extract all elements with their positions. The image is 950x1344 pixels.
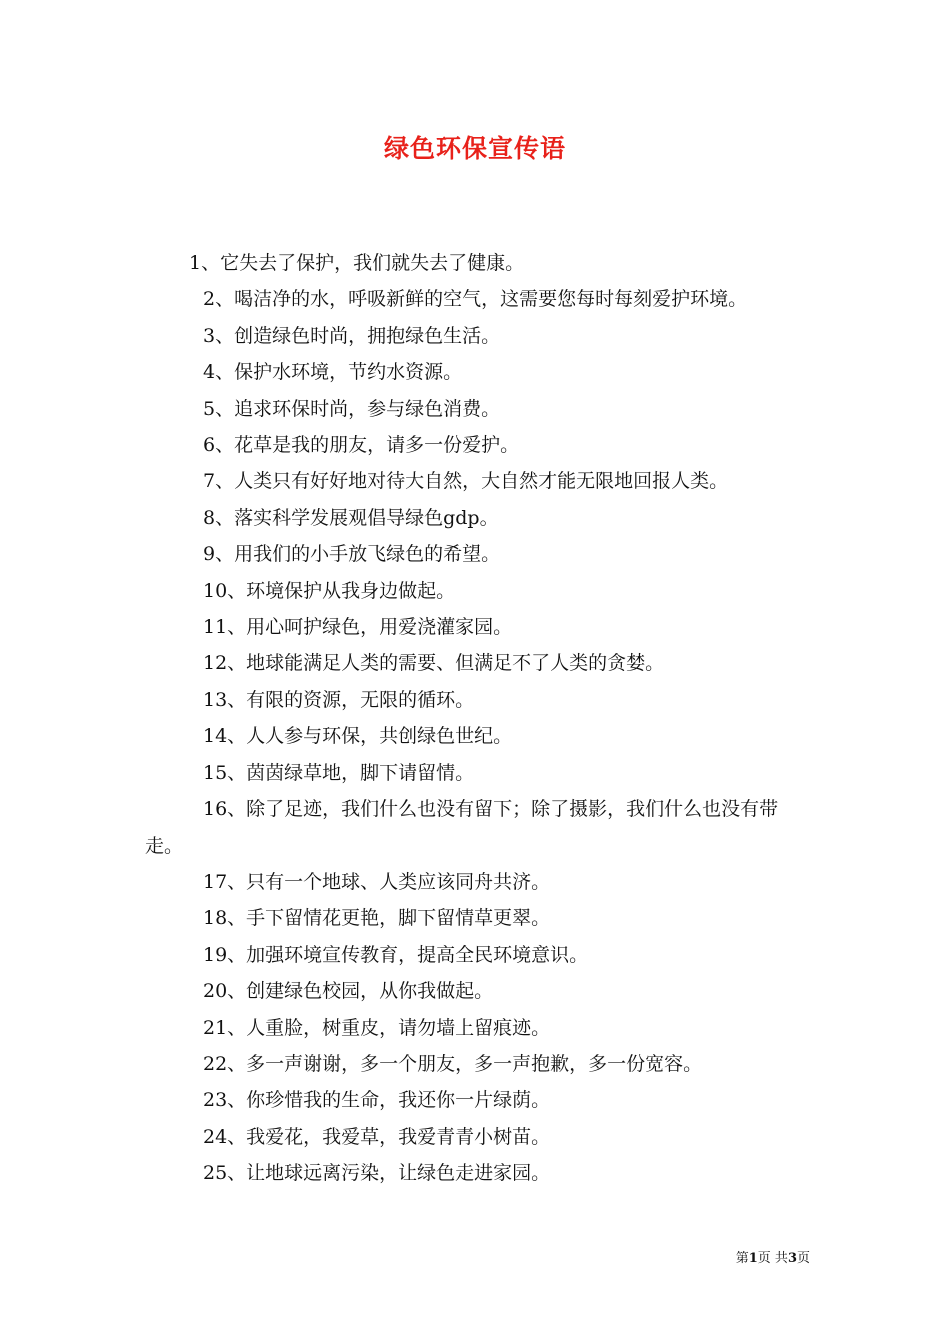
- list-item: 16、除了足迹，我们什么也没有留下；除了摄影，我们什么也没有带走。: [145, 798, 779, 857]
- slogan-list: [145, 245, 810, 1192]
- list-item: 15、茵茵绿草地，脚下请留情。: [203, 761, 475, 784]
- list-item: 18、手下留情花更艳，脚下留情草更翠。: [203, 907, 551, 930]
- list-item: 14、人人参与环保，共创绿色世纪。: [203, 725, 513, 748]
- page-number-footer: [0, 1250, 810, 1268]
- list-item: 17、只有一个地球、人类应该同舟共济。: [203, 870, 551, 893]
- list-item: 1、它失去了保护，我们就失去了健康。: [189, 252, 525, 274]
- footer-total-pages: 3: [787, 1251, 797, 1266]
- document-title: 绿色环保宣传语: [383, 134, 566, 163]
- list-item: 21、人重脸，树重皮，请勿墙上留痕迹。: [203, 1016, 551, 1039]
- list-item: 22、多一声谢谢，多一个朋友，多一声抱歉，多一份宽容。: [203, 1052, 703, 1075]
- footer-page-number: 1: [748, 1251, 758, 1266]
- footer-prefix: 第: [735, 1251, 749, 1266]
- list-item: 20、创建绿色校园，从你我做起。: [203, 980, 494, 1003]
- list-item: 2、喝洁净的水，呼吸新鲜的空气，这需要您每时每刻爱护环境。: [203, 288, 748, 311]
- list-item: 3、创造绿色时尚，拥抱绿色生活。: [203, 324, 501, 347]
- list-item: 24、我爱花，我爱草，我爱青青小树苗。: [203, 1125, 551, 1148]
- list-item: 12、地球能满足人类的需要、但满足不了人类的贪婪。: [203, 652, 665, 675]
- list-item: 6、花草是我的朋友，请多一份爱护。: [203, 434, 520, 457]
- list-item: 13、有限的资源，无限的循环。: [203, 688, 475, 711]
- list-item: 4、保护水环境，节约水资源。: [203, 361, 463, 384]
- list-item: 23、你珍惜我的生命，我还你一片绿荫。: [203, 1089, 551, 1112]
- list-item: 10、环境保护从我身边做起。: [203, 579, 456, 602]
- list-item: 25、让地球远离污染，让绿色走进家园。: [203, 1162, 551, 1185]
- list-item: 19、加强环境宣传教育，提高全民环境意识。: [203, 943, 589, 966]
- footer-suffix: 页: [796, 1251, 810, 1266]
- list-item: 8、落实科学发展观倡导绿色gdp。: [203, 506, 499, 529]
- list-item: 5、追求环保时尚，参与绿色消费。: [203, 397, 501, 420]
- footer-middle: 页 共: [757, 1251, 788, 1266]
- list-item: 7、人类只有好好地对待大自然，大自然才能无限地回报人类。: [203, 470, 729, 493]
- list-item: 9、用我们的小手放飞绿色的希望。: [203, 543, 501, 566]
- list-item: 11、用心呵护绿色，用爱浇灌家园。: [203, 616, 513, 639]
